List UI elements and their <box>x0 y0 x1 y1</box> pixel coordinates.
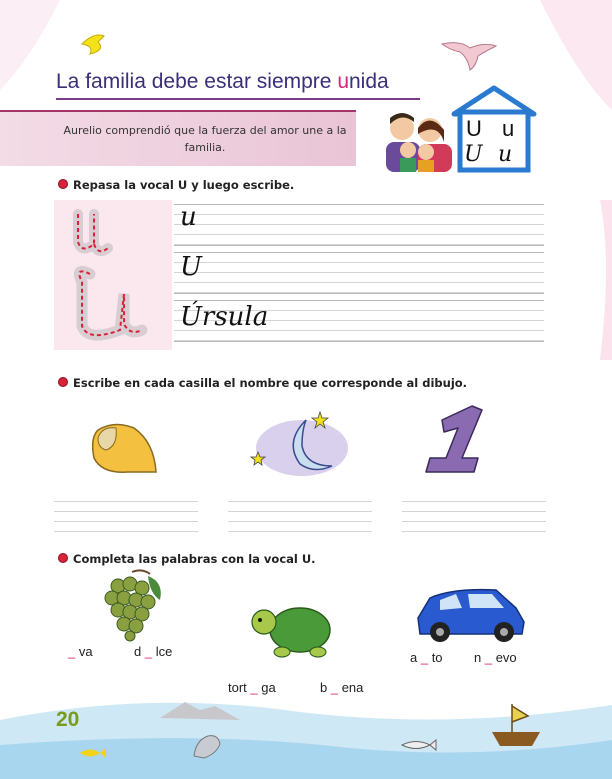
turtle-icon <box>248 600 336 662</box>
answer-box-2[interactable] <box>228 492 372 534</box>
house-letter-lower: u <box>502 116 515 141</box>
word-ballena: b _ ena <box>320 680 364 695</box>
page-number: 20 <box>56 708 80 731</box>
number-one-icon <box>420 402 500 478</box>
moon-icon <box>244 408 348 478</box>
cursive-word-2: U <box>180 252 202 282</box>
word-dulce: d _ lce <box>134 644 173 659</box>
bullet-icon <box>58 553 68 563</box>
instruction-2: Escribe en cada casilla el nombre que corresponde al dibujo. <box>58 376 467 390</box>
car-icon <box>412 582 530 644</box>
cursive-word-1: u <box>180 202 197 232</box>
house-cursive-upper: U <box>464 142 483 167</box>
house-cursive-lower: u <box>498 142 513 167</box>
page-title: La familia debe estar siempre unida <box>56 70 389 93</box>
writing-lines-2 <box>174 252 544 294</box>
word-nuevo: n _ evo <box>474 650 517 665</box>
cursive-word-3: Úrsula <box>180 302 269 332</box>
fish-icon <box>78 746 108 760</box>
seal-icon <box>190 730 224 760</box>
pink-bird-icon <box>440 38 498 72</box>
word-tortuga: tort _ ga <box>228 680 276 695</box>
small-fish-icon <box>400 738 438 752</box>
trace-letters-icon <box>60 204 164 348</box>
instruction-1: Repasa la vocal U y luego escribe. <box>58 178 294 192</box>
word-auto: a _ to <box>410 650 443 665</box>
yellow-bird-icon <box>80 30 110 58</box>
bullet-icon <box>58 179 68 189</box>
banner-text: Aurelio comprendió que la fuerza del amor une a la familia. <box>63 124 347 154</box>
writing-lines-1 <box>174 204 544 246</box>
boat-icon <box>488 700 544 750</box>
bullet-icon <box>58 377 68 387</box>
thumb-icon <box>88 418 158 474</box>
word-uva: _ va <box>68 644 93 659</box>
house-letter-upper: U <box>466 116 482 141</box>
answer-box-1[interactable] <box>54 492 198 534</box>
answer-box-3[interactable] <box>402 492 546 534</box>
grapes-icon <box>102 568 166 642</box>
title-underline <box>56 98 420 100</box>
instruction-3: Completa las palabras con la vocal U. <box>58 552 316 566</box>
